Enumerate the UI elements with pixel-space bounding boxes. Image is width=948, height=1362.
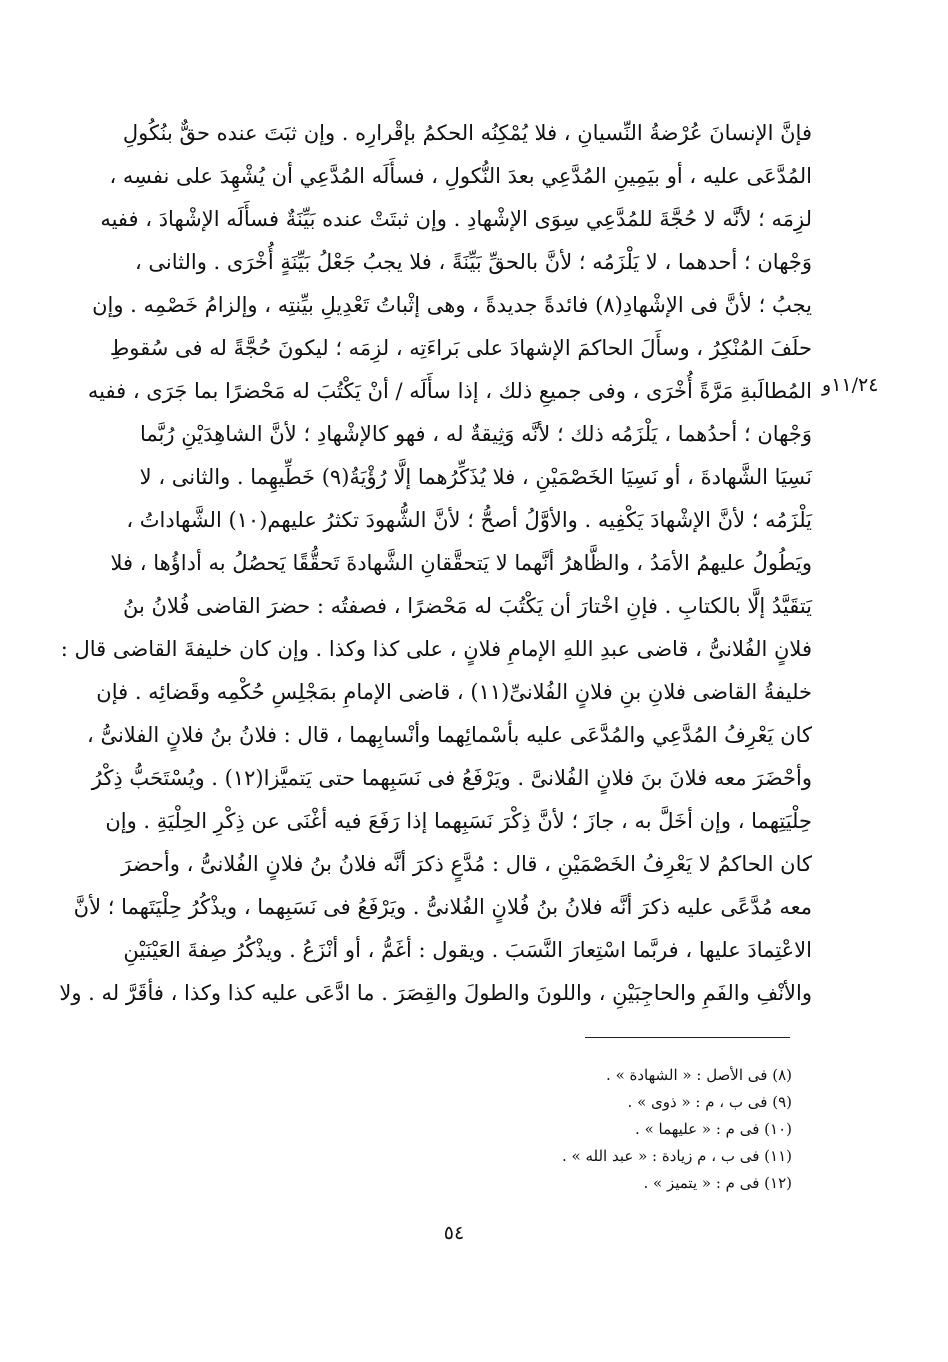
text-line: المُطالَبةِ مَرَّةً أُخْرَى ، وفى جميعِ ذلك ، إذا سأَلَه / أنْ يَكْتُبَ له مَحْضرًا بما جَرَى ، ففيه xyxy=(87,379,812,403)
text-line: حِلْيَتِهما ، وإن أخَلَّ به ، جازَ ؛ لأنَّ ذِكْرَ نَسَبِهما إذا رَفَعَ فيه أغْنَى عن ذِكْرِ الحِلْيَةِ . وإن xyxy=(105,809,812,833)
text-line: كان الحاكمُ لا يَعْرِفُ الخَصْمَيْنِ ، قال : مُدَّعٍ ذكرَ أنَّه فلانُ بنُ فلانٍ الفُلانىُّ ، وأحضرَ xyxy=(121,852,812,876)
footnote: (٩) فى ب ، م : « ذوى » . xyxy=(627,1093,792,1111)
text-line: حلَفَ المُنْكِرُ ، وسأَلَ الحاكمَ الإشهادَ على بَراءَتِه ، لزِمَه ؛ ليكونَ حُجَّةً له فى سُقوطِ xyxy=(109,336,812,360)
text-line: ويَطُولُ عليهمُ الأمَدُ ، والظَّاهرُ أنَّهما لا يَتحقَّقانِ الشَّهادةَ تَحقُّقًا يَحصُلُ به أداؤُها ، فلا xyxy=(110,551,812,575)
text-line: فلانٍ الفُلانىُّ ، قاضى عبدِ اللهِ الإمامِ فلانٍ ، على كذا وكذا . وإن كان خليفةَ القاضى قال : xyxy=(60,637,812,661)
text-line: لزِمَه ؛ لأنَّه لا حُجَّةَ للمُدَّعِي سِوَى الإشْهادِ . وإن ثبتَتْ عنده بَيِّنَةٌ فسأَلَه الإشْهادَ ، ففيه xyxy=(100,207,812,231)
text-line: وأحْضَرَ معه فلانَ بنَ فلانٍ الفُلانىَّ . ويَرْفَعُ فى نَسَبِهما حتى يَتميَّزا(١٢) . ويُسْتَحَبُّ ذِكْرُ xyxy=(91,766,812,790)
text-line: يجبُ ؛ لأنَّ فى الإشْهادِ(٨) فائدةً جديدةً ، وهى إثْباتُ تَعْدِيلِ بيِّنتِه ، وإلزامُ خَصْمِه . وإن xyxy=(92,293,812,317)
footnotes-block xyxy=(300,1062,792,1197)
footnote: (١٢) فى م : « يتميز » . xyxy=(643,1174,792,1192)
footnote: (١٠) فى م : « عليهما » . xyxy=(635,1120,792,1138)
main-text-block xyxy=(59,112,812,1015)
footnote: (١١) فى ب ، م زيادة : « عبد الله » . xyxy=(561,1147,792,1165)
text-line: يَتقَيَّدُ إلَّا بالكتابِ . فإنِ اخْتارَ أن يَكْتُبَ له مَحْضرًا ، فصفتُه : حضرَ القاضى فُلانُ بنُ xyxy=(122,594,812,618)
margin-folio-reference: ١١/٢٤و xyxy=(822,374,879,396)
text-line: وَجْهان ؛ أحدهما ، لا يَلْزَمُه ؛ لأنَّ بالحقِّ بَيِّنَةً ، فلا يجبُ جَعْلُ بَيِّنَةٍ أُخْرَى . والثانى ، xyxy=(134,250,812,274)
text-line: المُدَّعَى عليه ، أو بيَمِينِ المُدَّعِي بعدَ النُّكولِ ، فسأَلَه المُدَّعِي أن يُشْهِدَ على نفسِه ، xyxy=(109,164,812,188)
text-line: خليفةُ القاضى فلانِ بنِ فلانٍ الفُلانىِّ(١١) ، قاضى الإمامِ بمَجْلِسِ حُكْمِه وقَضائِه . فإن xyxy=(96,680,812,704)
text-line: الاعْتِمادَ عليها ، فربَّما اسْتِعارَ النَّسَبَ . ويقول : أغَمُّ ، أو أنْزَعُ . ويذْكُرُ صِفةَ العَيْنَيْنِ xyxy=(123,938,812,962)
text-line: فإنَّ الإنسانَ عُرْضةُ النِّسيانِ ، فلا يُمْكِنُه الحكمُ بإقْرارِه . وإن ثبَتَ عنده حقٌّ بنُكُولِ xyxy=(122,121,812,145)
text-line: نَسِيَا الشَّهادةَ ، أو نَسِيَا الخَصْمَيْنِ ، فلا يُذَكِّرُهما إلَّا رُؤْيَةُ(٩) خَطِّيهِما . والثانى ، لا xyxy=(139,465,812,489)
page-number: ٥٤ xyxy=(443,1222,465,1244)
text-line: يَلْزَمُه ؛ لأنَّ الإشْهادَ يَكْفِيه . والأوَّلُ أصحُّ ؛ لأنَّ الشُّهودَ تكثرُ عليهم(١٠) الشَّهاداتُ ، xyxy=(126,508,812,532)
text-line: معه مُدَّعًى عليه ذكرَ أنَّه فلانُ بنُ فُلانٍ الفُلانىُّ . ويَرْفَعُ فى نَسَبِهما ، ويذْكُرُ حِلْيَتَهما ؛ لأنَّ xyxy=(73,895,812,919)
text-line: والأنْفِ والفَمِ والحاجِبَيْنِ ، واللونَ والطولَ والقِصَرَ . ما ادَّعَى عليه كذا وكذا ، فأقَرَّ له . ولا xyxy=(59,981,812,1005)
text-line: وَجْهان ؛ أحدُهما ، يَلْزَمُه ذلك ؛ لأنَّه وَثِيقةٌ له ، فهو كالإشْهادِ ؛ لأنَّ الشاهِدَيْنِ رُبَّما xyxy=(140,422,812,446)
footnote: (٨) فى الأصل : « الشهادة » . xyxy=(606,1066,792,1084)
footnote-divider xyxy=(585,1037,790,1038)
text-line: كان يَعْرِفُ المُدَّعِي والمُدَّعَى عليه بأسْمائِهما وأنْسابِهما ، قال : فلانُ بنُ فلانٍ الفلانىُّ ، xyxy=(86,723,812,747)
